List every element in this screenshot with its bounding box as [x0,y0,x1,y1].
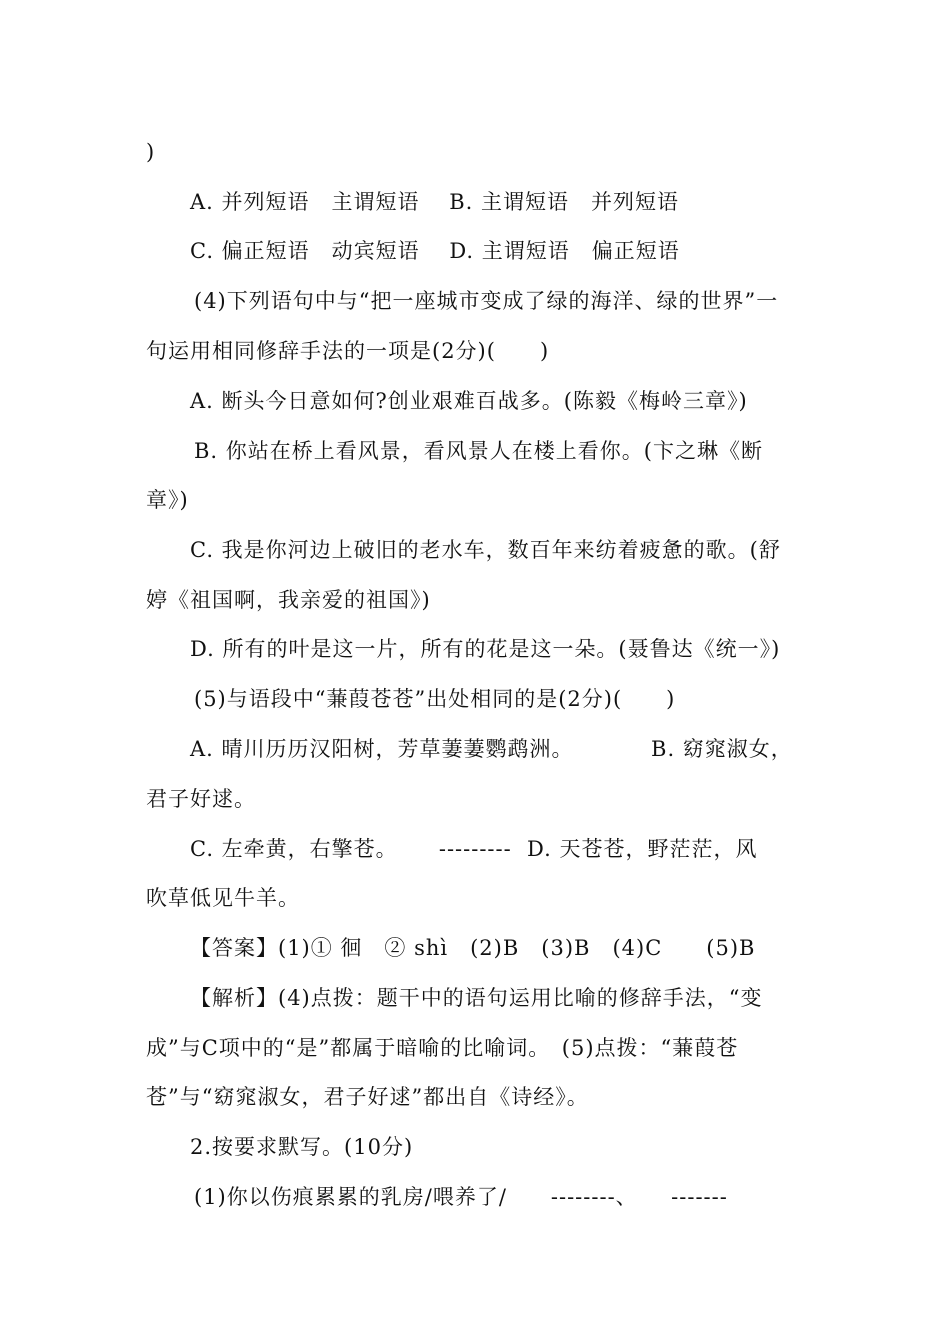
option-line: B. 你站在桥上看风景，看风景人在楼上看你。(卞之琳《断 [194,439,763,463]
text-line: 苍”与“窈窕淑女，君子好逑”都出自《诗经》。 [146,1085,589,1109]
question-line: 2.按要求默写。(10分) [190,1135,414,1159]
text-line: 成”与C项中的“是”都属于暗喻的比喻词。 (5)点拨：“蒹葭苍 [146,1036,739,1060]
text-line: 婷《祖国啊，我亲爱的祖国》) [146,588,431,612]
text-line: 吹草低见牛羊。 [146,886,300,910]
text-line: ) [146,140,156,164]
option-line: A. 并列短语 主谓短语 B. 主谓短语 并列短语 [190,190,679,214]
question-line: (1)你以伤痕累累的乳房/喂养了/ --------、 ------- [194,1185,728,1209]
option-line: C. 偏正短语 动宾短语 D. 主谓短语 偏正短语 [190,239,680,263]
option-line: C. 我是你河边上破旧的老水车，数百年来纺着疲惫的歌。(舒 [190,538,781,562]
analysis-line: 【解析】(4)点拨：题干中的语句运用比喻的修辞手法，“变 [190,986,763,1010]
option-line: C. 左牵黄，右擎苍。 --------- D. 天苍苍，野茫茫，风 [190,837,758,861]
option-line: A. 断头今日意如何?创业艰难百战多。(陈毅《梅岭三章》) [190,389,748,413]
question-line: (5)与语段中“蒹葭苍苍”出处相同的是(2分)( ) [194,687,676,711]
option-line: D. 所有的叶是这一片，所有的花是这一朵。(聂鲁达《统一》) [190,637,781,661]
answer-line: 【答案】(1)① 徊 ② shì (2)B (3)B (4)C (5)B [190,936,756,960]
text-line: 君子好逑。 [146,787,256,811]
question-line: (4)下列语句中与“把一座城市变成了绿的海洋、绿的世界”一 [194,289,779,313]
text-line: 句运用相同修辞手法的一项是(2分)( ) [146,339,550,363]
option-line: A. 晴川历历汉阳树，芳草萋萋鹦鹉洲。 B. 窈窕淑女， [190,737,793,761]
text-line: 章》) [146,488,189,512]
